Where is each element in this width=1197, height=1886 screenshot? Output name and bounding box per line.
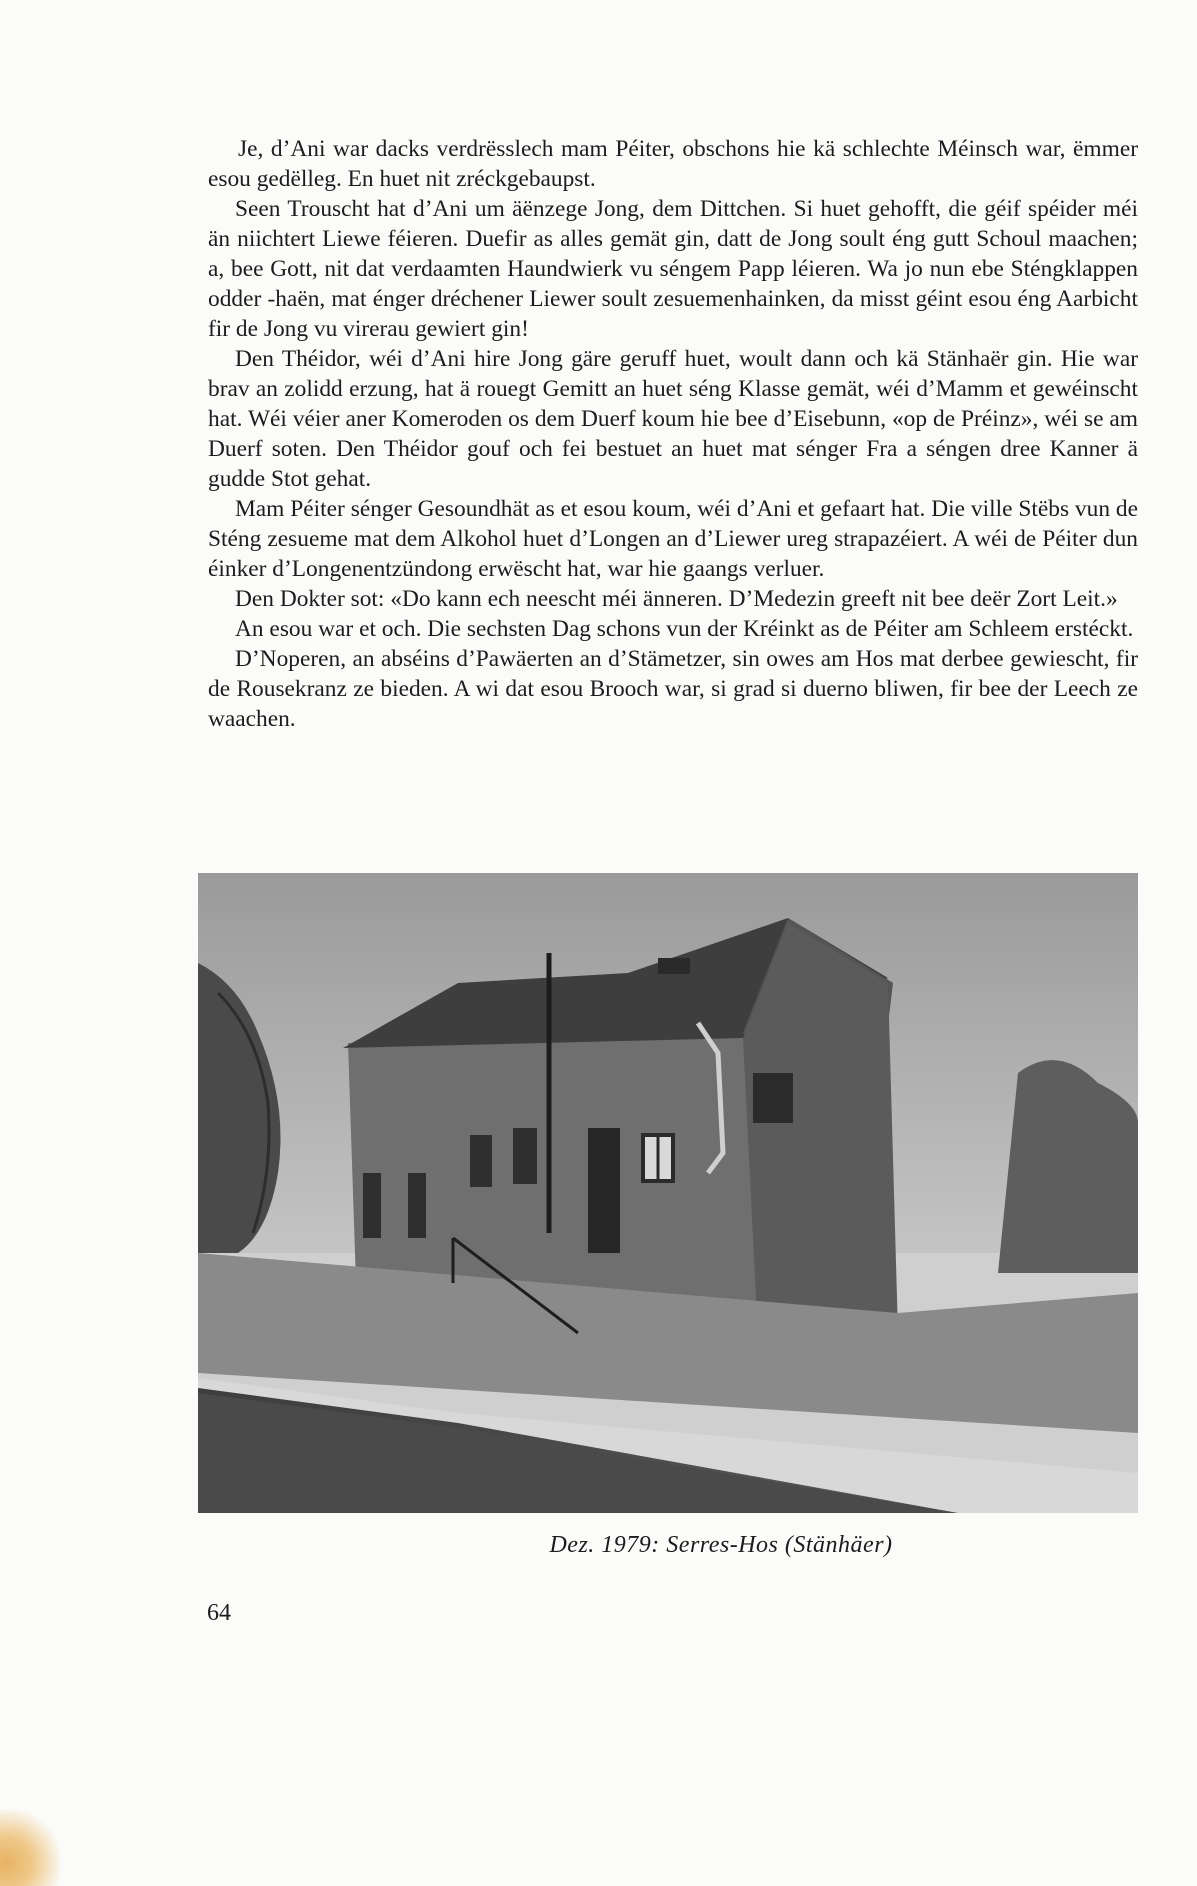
page-number: 64 bbox=[207, 1600, 231, 1626]
chimney bbox=[658, 958, 690, 974]
paragraph: An esou war et och. Die sechsten Dag schons vun der Kréinkt as de Péiter am Schleem erstéckt. bbox=[235, 616, 1134, 642]
caption-text: Dez. 1979: Serres-Hos (Stänhäer) bbox=[549, 1532, 893, 1558]
window bbox=[753, 1073, 793, 1123]
paragraph: Je, d’Ani war dacks verdrësslech mam Péiter, obschons hie kä schlechte Méinsch war, ëmmer esou gedëlleg. En huet nit zréckgebaupst. bbox=[208, 136, 1138, 192]
paragraph: Seen Trouscht hat d’Ani um äënzege Jong, dem Dittchen. Si huet gehofft, die géif spéider méi än niichtert Liewe féieren. Duefir as alles gemät gin, datt de Jong soult éng gutt Schoul maachen; a, bee Gott, nit dat verdaamten Haundwierk vu séngem Papp léieren. Wa jo nun ebe Sténgklappen odder -haën, mat énger dréchener Liewer soult zesuemenhainken, da misst géint esou éng Aarbicht fir de Jong vu virerau gewiert gin! bbox=[208, 196, 1138, 342]
paragraph: Den Théidor, wéi d’Ani hire Jong gäre geruff huet, woult dann och kä Stänhaër gin. Hie war brav an zolidd erzung, hat ä rouegt Gemitt an huet séng Klasse gemät, wéi d’Mamm et gewéinscht hat. Wéi véier aner Komeroden os dem Duerf koum hie bee d’Eisebunn, «op de Préinz», wéi se am Duerf soten. Den Théidor gouf och fei bestuet an huet mat sénger Fra a séngen dree Kanner ä gudde Stot gehat. bbox=[208, 346, 1138, 492]
window bbox=[513, 1128, 537, 1184]
body-text bbox=[208, 134, 1138, 734]
photo-caption bbox=[0, 1532, 1197, 1559]
arch-door bbox=[363, 1173, 381, 1238]
paragraph: Mam Péiter sénger Gesoundhät as et esou koum, wéi d’Ani et gefaart hat. Die ville Stëbs vun de Sténg zesueme mat dem Alkohol huet d’Longen an d’Liewer ureg strapazéiert. A wéi de Péiter dun éinker d’Longenentzündong erwëscht hat, war hie gaangs verluer. bbox=[208, 496, 1138, 582]
house-photograph bbox=[198, 873, 1138, 1513]
door bbox=[588, 1128, 620, 1253]
paragraph: Den Dokter sot: «Do kann ech neescht méi änneren. D’Medezin greeft nit bee deër Zort Leit.» bbox=[235, 586, 1118, 612]
paper-stain bbox=[0, 1810, 60, 1886]
arch-door bbox=[408, 1173, 426, 1238]
paragraph: D’Noperen, an abséins d’Pawäerten an d’Stämetzer, sin owes am Hos mat derbee gewiescht, fir de Rousekranz ze bieden. A wi dat esou Brooch war, si grad si duerno bliwen, fir bee der Leech ze waachen. bbox=[208, 646, 1138, 732]
window bbox=[470, 1135, 492, 1187]
